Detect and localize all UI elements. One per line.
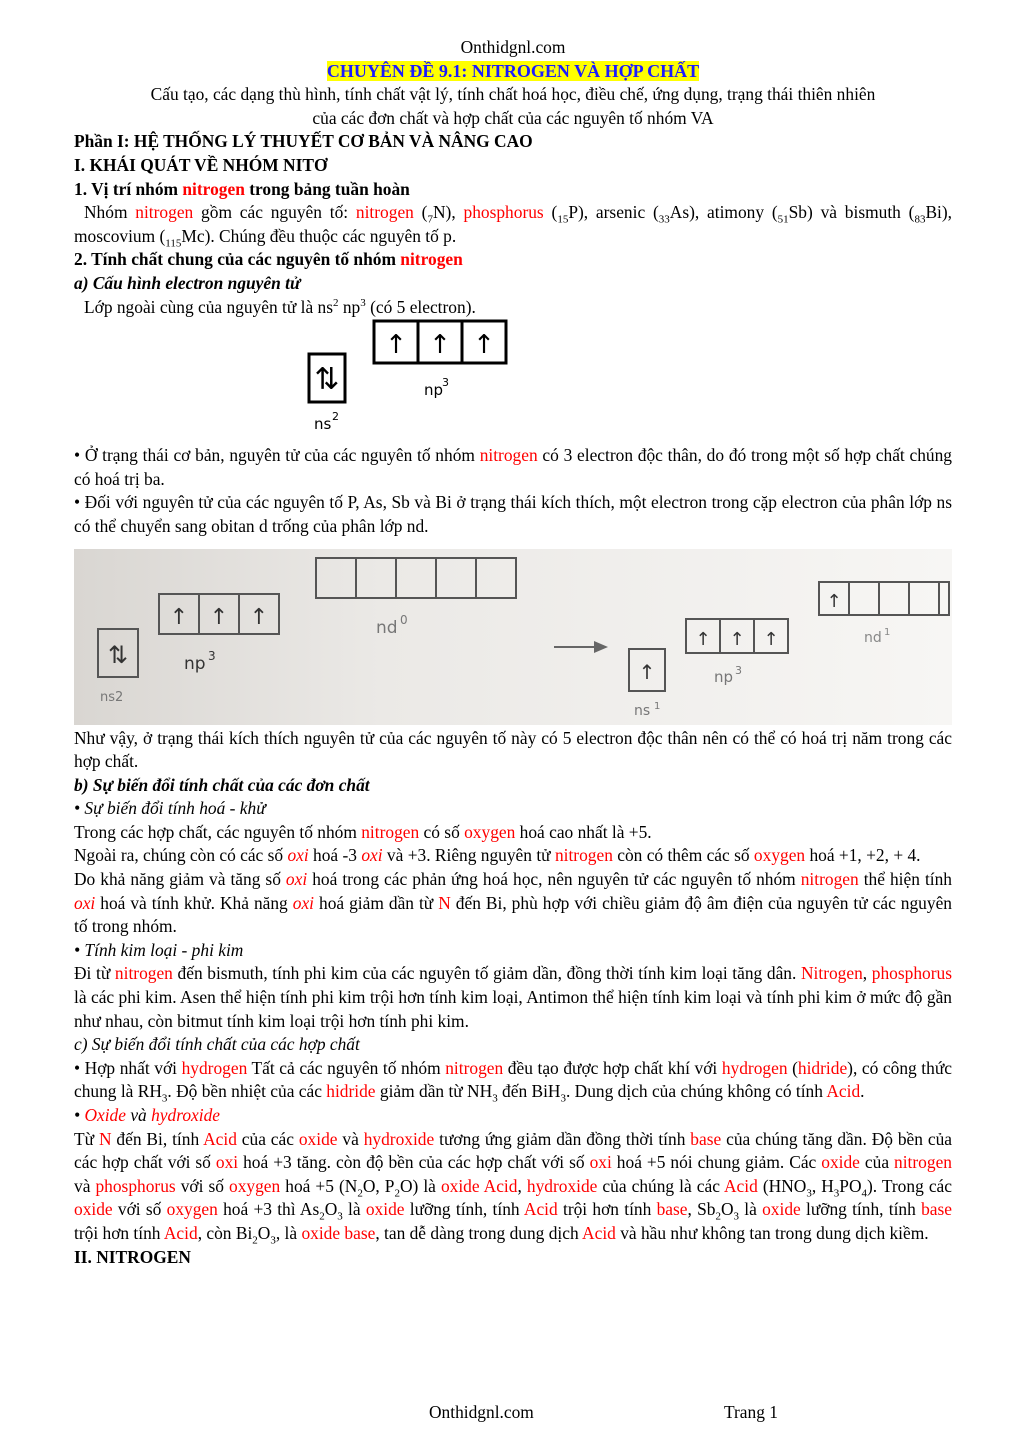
title-highlight: CHUYÊN ĐỀ 9.1: NITROGEN VÀ HỢP CHẤT: [326, 60, 700, 81]
nd1-arrow: ↑: [826, 590, 842, 612]
np3b-arrow-3: ↑: [763, 628, 779, 650]
np-arrow-3: ↑: [473, 330, 495, 361]
nd0-label: nd: [376, 617, 398, 638]
section-heading-1: I. KHÁI QUÁT VỀ NHÓM NITƠ: [74, 154, 328, 175]
subheading-compounds-trend: c) Sự biến đổi tính chất của các hợp chất: [74, 1034, 360, 1055]
paragraph-excited-valence: Như vậy, ở trạng thái kích thích nguyên tử của các nguyên tố này có 5 electron độc thân nên có thể có hoá trị năm trong các hợp chất.: [74, 727, 952, 772]
ns2-label: ns2: [100, 689, 124, 705]
np3b-label: np: [714, 667, 734, 686]
subheading-metal: • Tính kim loại - phi kim: [74, 939, 244, 960]
np3-arrow-2: ↑: [209, 604, 229, 630]
paragraph-outer-shell: Lớp ngoài cùng của nguyên tử là $ns^2$ $np^3$ (có 5 electron).: [84, 296, 476, 317]
nd0-sup: 0: [400, 612, 408, 627]
footer-site: Onthidgnl.com: [429, 1402, 534, 1422]
subheading-electron-config: a) Cấu hình electron nguyên tử: [74, 272, 301, 293]
subtitle-line-1: Cấu tạo, các dạng thù hình, tính chất vật lý, tính chất hoá học, điều chế, ứng dụng, trạng thái thiên nhiên: [150, 84, 876, 105]
subheading-position: 1. Vị trí nhóm nitrogen trong bảng tuần hoàn: [74, 178, 410, 199]
paragraph-hydride: • Hợp nhất với hydrogen Tất cả các nguyên tố nhóm nitrogen đều tạo được hợp chất khí với hydrogen (hidride), có công thức chung là $RH_3$. Độ bền nhiệt của các hidride giảm dần từ $NH_3$ đến BiH$_3$. Dung dịch của chúng không có tính Acid.: [74, 1057, 952, 1105]
ns2-pair-arrows: ⇅: [107, 640, 129, 669]
paragraph-metal: Đi từ nitrogen đến bismuth, tính phi kim của các nguyên tố giảm dần, đồng thời tính kim loại tăng dân. Nitrogen, phosphorus là các phi kim. Asen thể hiện tính phi kim trội hơn tính kim loại, Antimon thể hiện tính kim loại và tính phi kim ở mức độ gần như nhau, còn bitmut tính kim loại trội hơn tính phi kim.: [74, 963, 952, 1031]
paragraph-redox-1: Trong các hợp chất, các nguyên tố nhóm nitrogen có số oxygen hoá cao nhất là +5.: [74, 821, 652, 842]
np-arrow-2: ↑: [429, 330, 451, 361]
ns1-label: ns: [634, 702, 651, 719]
orbital-diagram-ground: [74, 319, 952, 444]
document-title: [74, 60, 952, 84]
paragraph-oxide: Từ N đến Bi, tính Acid của các oxide và hydroxide tương ứng giảm dần đồng thời tính base của chúng tăng dần. Độ bền của các hợp chất với số oxi hoá +3 tăng. còn độ bền của các hợp chất với số oxi hoá +5 nói chung giảm. Các oxide của nitrogen và phosphorus với số oxygen hoá +5 ($N_2O$, $P_2O$) là oxide Acid, hydroxide của chúng là các Acid ($HNO_3$, $H_3PO_4$). Trong các oxide với số oxygen hoá +3 thì $As_2O_3$ là oxide lưỡng tính, tính Acid trội hơn tính base, $Sb_2O_3$ là oxide lưỡng tính, tính base trội hơn tính Acid, còn $Bi_2O_3$, là oxide base, tan dễ dàng trong dung dịch Acid và hầu như không tan trong dung dịch kiềm.: [74, 1128, 952, 1247]
np-label: np: [424, 381, 444, 400]
bullet-excited-state: • Đối với nguyên tử của các nguyên tố P, As, Sb và Bi ở trạng thái kích thích, một electron trong cặp electron của phân lớp ns có thể chuyển sang obitan d trống của phân lớp nd.: [74, 492, 952, 536]
subheading-redox: • Sự biến đổi tính hoá - khử: [74, 798, 266, 819]
subtitle-line-2: của các đơn chất và hợp chất của các nguyên tố nhóm VA: [312, 107, 714, 128]
np3-arrow-3: ↑: [249, 604, 269, 630]
np3-sup: 3: [208, 648, 216, 663]
section-heading-2: II. NITROGEN: [74, 1246, 191, 1267]
bullet-ground-state: • Ở trạng thái cơ bản, nguyên tử của các nguyên tố nhóm nitrogen có 3 electron độc thân, do đó trong một số hợp chất chúng có hoá trị ba.: [74, 445, 952, 489]
paragraph-redox-3: Do khả năng giảm và tăng số oxi hoá trong các phản ứng hoá học, nên nguyên tử các nguyên tố nhóm nitrogen thể hiện tính oxi hoá và tính khử. Khả năng oxi hoá giảm dần từ N đến Bi, phù hợp với chiều giảm độ âm điện của nguyên tử các nguyên tố trong nhóm.: [74, 869, 952, 937]
np3b-arrow-1: ↑: [695, 628, 711, 650]
ns-label: ns: [314, 415, 332, 434]
ns1-sup: 1: [654, 700, 661, 712]
subheading-oxide: • Oxide và hydroxide: [74, 1105, 220, 1125]
np3-label: np: [184, 653, 206, 674]
np3-arrow-1: ↑: [169, 604, 189, 630]
part-heading: Phần I: HỆ THỐNG LÝ THUYẾT CƠ BẢN VÀ NÂNG CAO: [74, 131, 533, 152]
np3b-sup: 3: [735, 663, 742, 677]
orbital-diagram-excited-svg: [74, 549, 952, 725]
nd1-label: nd: [864, 629, 882, 646]
ns-sup: 2: [332, 410, 339, 424]
ns1-arrow: ↑: [638, 659, 656, 684]
np-arrow-1: ↑: [385, 330, 407, 361]
orbital-diagram-excited: [74, 549, 952, 725]
document-page: [74, 36, 952, 1269]
np-sup: 3: [442, 376, 449, 390]
nd1-sup: 1: [884, 626, 891, 638]
ns-pair-arrows: ⇅: [314, 362, 340, 398]
photo-background: [74, 549, 952, 725]
paragraph-redox-2: Ngoài ra, chúng còn có các số oxi hoá -3 oxi và +3. Riêng nguyên tử nitrogen còn có thêm các số oxygen hoá +1, +2, + 4.: [74, 845, 921, 866]
subheading-elements-trend: b) Sự biến đổi tính chất của các đơn chất: [74, 774, 370, 795]
subheading-properties: 2. Tính chất chung của các nguyên tố nhóm nitrogen: [74, 249, 463, 270]
np3b-arrow-2: ↑: [729, 628, 745, 650]
footer-page-number: Trang 1: [724, 1402, 778, 1422]
paragraph-group-members: Nhóm nitrogen gồm các nguyên tố: nitrogen $(_7N)$, phosphorus $(_{15}P)$, arsenic $(_{33}As)$, atimony $(_{51}Sb)$ và bismuth $(_{83}Bi)$, moscovium $(_{115}Mc)$. Chúng đều thuộc các nguyên tố p.: [74, 202, 953, 250]
orbital-diagram-ground-svg: [74, 319, 952, 444]
site-header: Onthidgnl.com: [460, 37, 566, 57]
